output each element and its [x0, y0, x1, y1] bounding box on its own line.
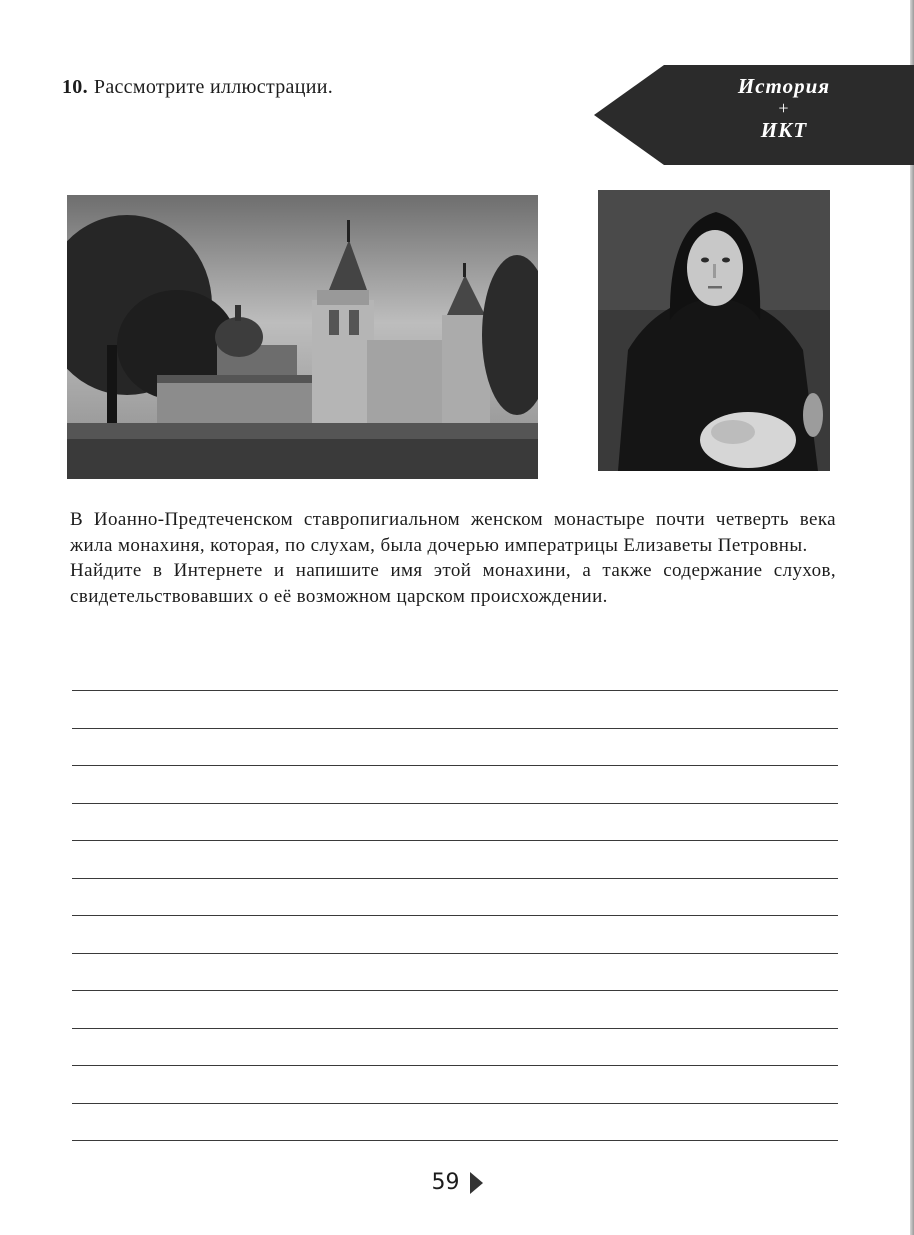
task-number: 10. [62, 76, 88, 98]
body-paragraph-1: В Иоанно-Предтеченском ставропигиальном женском монастыре почти четверть века жила монахиня, которая, по слухам, была дочерью императрицы Елизаветы Петровны. [70, 509, 836, 556]
answer-line[interactable] [72, 1028, 838, 1029]
answer-line[interactable] [72, 953, 838, 954]
page-footer [0, 1170, 914, 1195]
task-instruction: Рассмотрите иллюстрации. [93, 76, 334, 98]
answer-line[interactable] [72, 1103, 838, 1104]
answer-line[interactable] [72, 803, 838, 804]
answer-line[interactable] [72, 728, 838, 729]
subject-badge [594, 65, 914, 165]
answer-line[interactable] [72, 690, 838, 691]
answer-line[interactable] [72, 990, 838, 991]
answer-line[interactable] [72, 765, 838, 766]
task-body [70, 507, 836, 609]
body-paragraph-2: Найдите в Интернете и напишите имя этой монахини, а также содержание слухов, свидетельствовавших о её возможном царском происхождении. [70, 560, 836, 607]
answer-line[interactable] [72, 1140, 838, 1141]
badge-subject-ict: ИКТ [760, 118, 808, 142]
monastery-photo [67, 195, 538, 479]
page-number: 59 [431, 1170, 460, 1195]
page-edge [910, 0, 914, 1235]
answer-line[interactable] [72, 915, 838, 916]
badge-text [674, 75, 894, 141]
task-header [62, 76, 333, 99]
nun-portrait [598, 190, 830, 471]
answer-line[interactable] [72, 840, 838, 841]
next-page-arrow-icon [470, 1172, 483, 1194]
answer-line[interactable] [72, 1065, 838, 1066]
badge-plus: + [778, 98, 790, 118]
badge-subject-history: История [737, 74, 831, 98]
answer-line[interactable] [72, 878, 838, 879]
